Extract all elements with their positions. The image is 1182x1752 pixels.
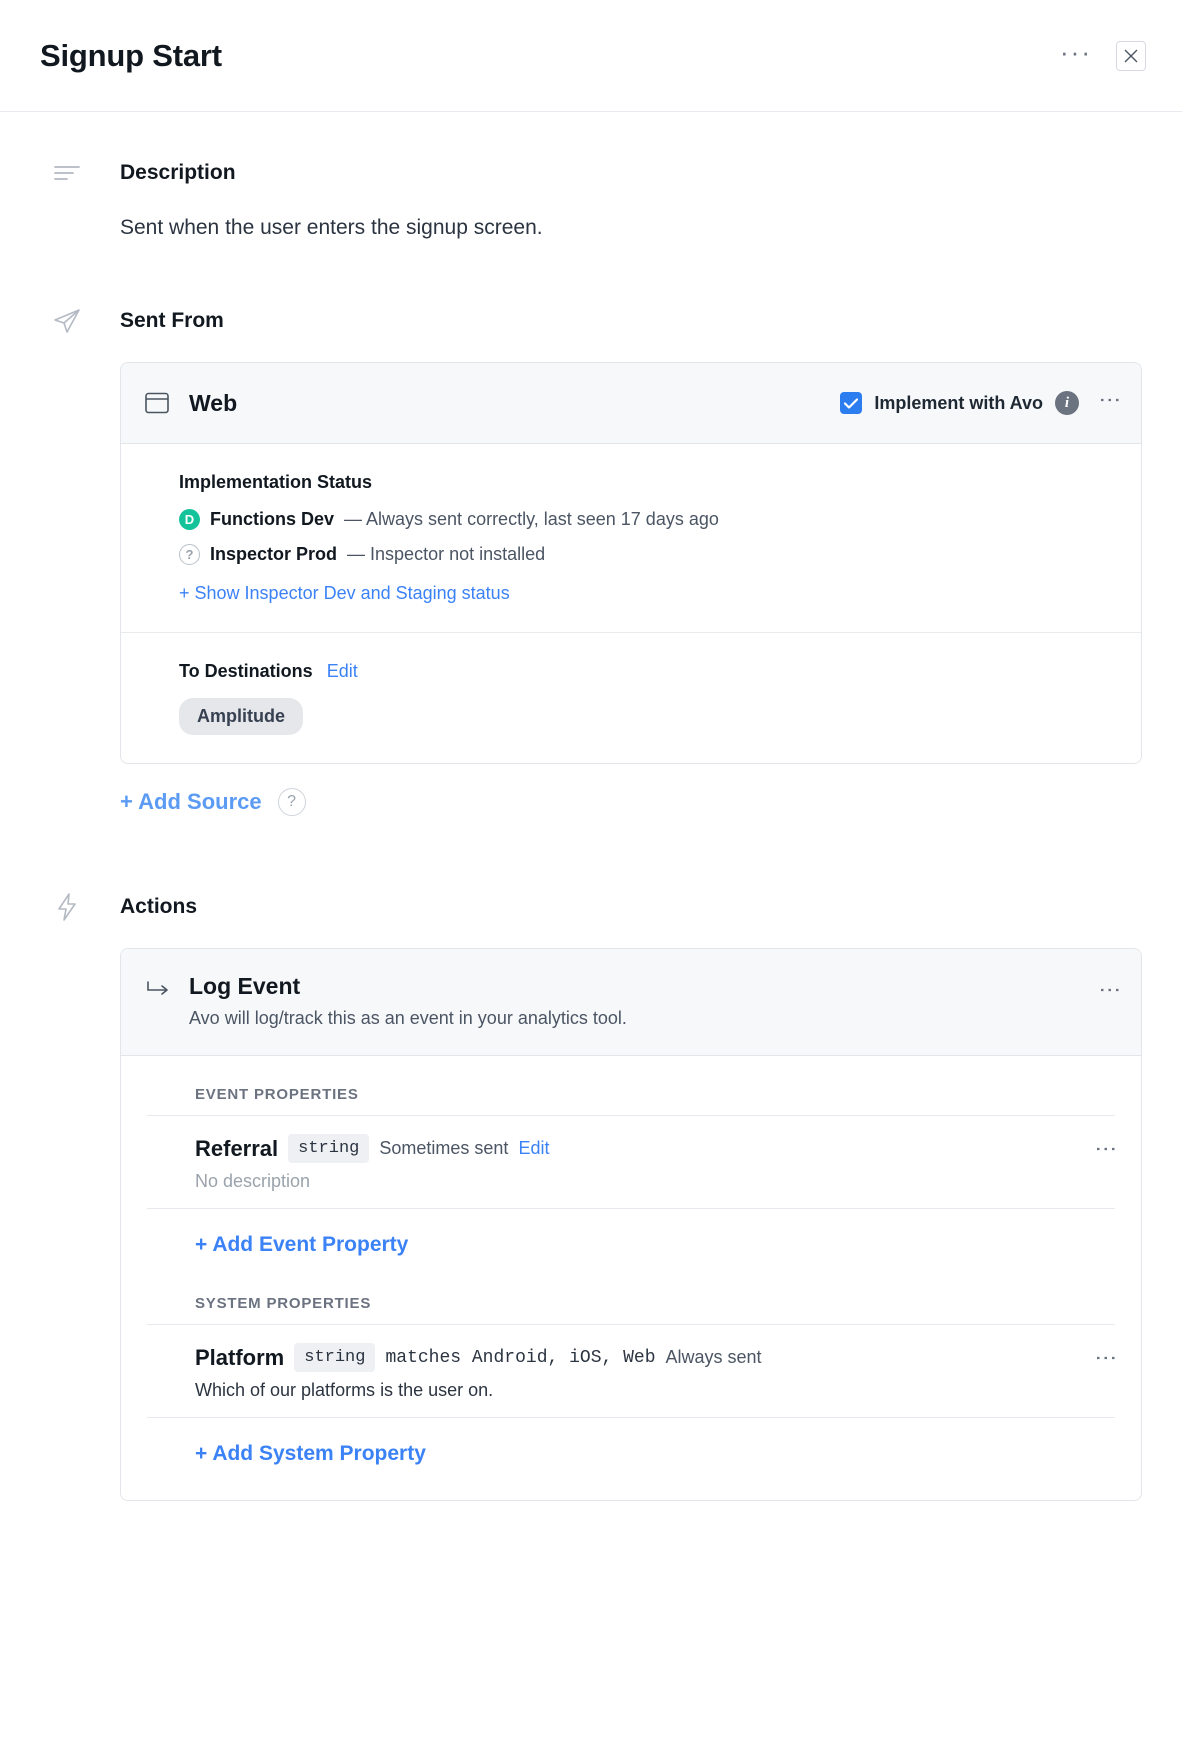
action-card-log-event [120, 948, 1142, 1501]
browser-window-icon [143, 389, 171, 417]
close-button[interactable] [1116, 41, 1146, 71]
property-presence: Always sent [665, 1347, 762, 1367]
source-menu-icon[interactable]: ⋮ [1098, 389, 1123, 411]
property-presence: Sometimes sent [379, 1138, 509, 1158]
status-row-functions-dev [179, 509, 1119, 530]
status-name: Functions Dev [210, 509, 335, 529]
description-title: Description [120, 161, 236, 184]
property-name: Platform [195, 1344, 285, 1370]
log-event-header [121, 949, 1141, 1056]
implement-with-avo-checkbox[interactable] [840, 392, 862, 414]
page-title: Signup Start [40, 37, 222, 73]
content-area [0, 112, 1182, 1571]
sent-from-title: Sent From [120, 309, 224, 332]
more-options-icon[interactable]: ··· [1060, 36, 1092, 67]
destinations-block [121, 632, 1141, 763]
arrow-into-icon [143, 979, 173, 997]
property-name: Referral [195, 1135, 279, 1161]
event-property-row-referral [147, 1115, 1119, 1208]
sent-from-section [40, 304, 1142, 816]
header-actions [1054, 36, 1146, 71]
window-header [0, 0, 1182, 112]
log-event-title: Log Event [189, 973, 301, 999]
implement-with-avo-toggle[interactable] [840, 391, 1079, 415]
status-name: Inspector Prod [210, 544, 338, 564]
edit-property-link[interactable]: Edit [518, 1138, 550, 1158]
description-section [40, 156, 1142, 240]
check-icon [844, 398, 858, 409]
implementation-status-title: Implementation Status [179, 472, 373, 492]
source-card-web [120, 362, 1142, 764]
system-property-row-platform [147, 1324, 1119, 1417]
system-properties-label: SYSTEM PROPERTIES [195, 1295, 372, 1312]
to-destinations-label: To Destinations [179, 661, 313, 681]
status-detail: — Always sent correctly, last seen 17 days ago [344, 509, 719, 529]
status-row-inspector-prod [179, 544, 1119, 565]
property-menu-icon[interactable]: ⋮ [1094, 1138, 1119, 1160]
show-inspector-status-link[interactable]: + Show Inspector Dev and Staging status [179, 583, 510, 603]
property-description: No description [195, 1171, 311, 1191]
destination-pill-amplitude[interactable]: Amplitude [179, 698, 303, 735]
property-description: Which of our platforms is the user on. [195, 1380, 494, 1400]
log-event-subtitle: Avo will log/track this as an event in your analytics tool. [189, 1008, 627, 1028]
implement-with-avo-label: Implement with Avo [874, 392, 1043, 413]
edit-destinations-link[interactable]: Edit [326, 661, 358, 681]
properties-body [121, 1056, 1141, 1500]
close-icon [1124, 49, 1138, 63]
add-source-button[interactable]: + Add Source [120, 789, 262, 814]
source-card-header [121, 363, 1141, 444]
event-properties-label: EVENT PROPERTIES [195, 1086, 359, 1103]
info-icon[interactable]: i [1055, 391, 1079, 415]
description-text: Sent when the user enters the signup screen. [120, 216, 543, 239]
help-question-icon[interactable]: ? [278, 788, 306, 816]
implementation-status-block [121, 444, 1141, 632]
add-source-row [120, 788, 1142, 816]
status-detail: — Inspector not installed [347, 544, 546, 564]
property-type-chip: string [294, 1343, 375, 1372]
source-name: Web [189, 389, 238, 416]
property-menu-icon[interactable]: ⋮ [1094, 1347, 1119, 1369]
actions-title: Actions [120, 895, 198, 918]
actions-section [40, 890, 1142, 1501]
add-event-property-button[interactable]: + Add Event Property [147, 1208, 1115, 1265]
property-matches: matches Android, iOS, Web [385, 1347, 656, 1368]
status-badge-unknown-icon: ? [179, 544, 200, 565]
send-paper-plane-icon [52, 306, 82, 336]
status-badge-dev-icon: D [179, 509, 200, 530]
lightning-bolt-icon [52, 892, 82, 922]
add-system-property-button[interactable]: + Add System Property [147, 1417, 1115, 1474]
property-type-chip: string [288, 1134, 369, 1163]
action-menu-icon[interactable]: ⋮ [1098, 979, 1123, 1001]
description-lines-icon [52, 158, 82, 188]
